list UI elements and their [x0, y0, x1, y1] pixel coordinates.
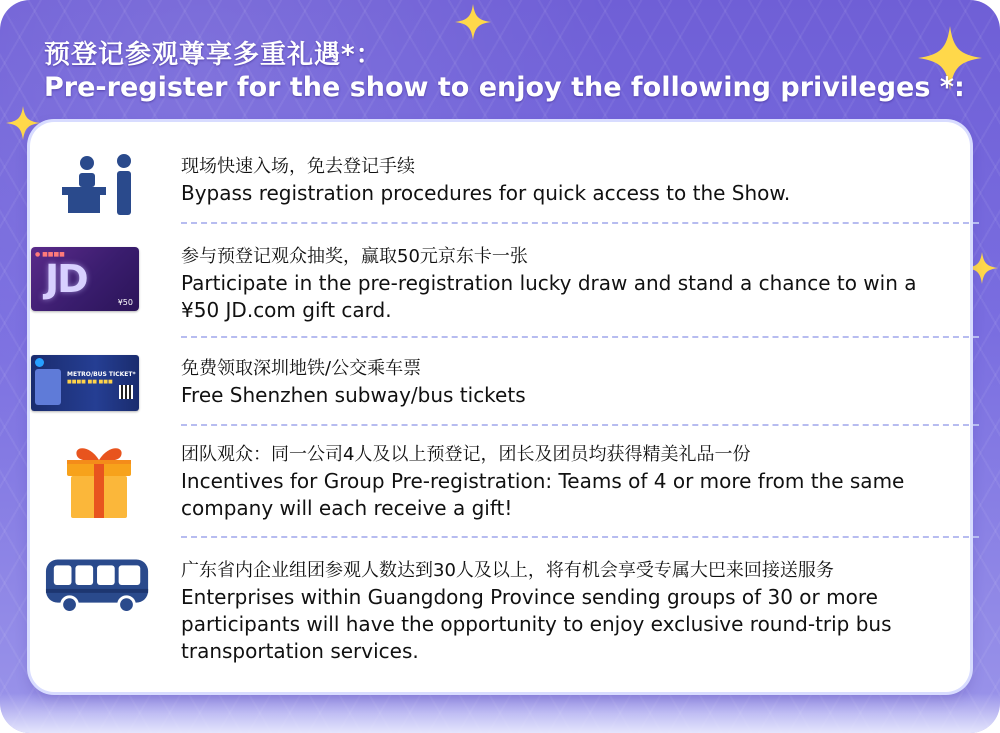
divider: [181, 222, 979, 224]
divider: [181, 536, 979, 538]
jd-gift-card-icon: [30, 244, 140, 314]
privilege-item-group-gift: [30, 436, 970, 532]
divider: [181, 336, 979, 338]
bus-icon: [44, 550, 154, 620]
privilege-en: Enterprises within Guangdong Province sending groups of 30 or more participants will have the opportunity to enjoy exclusive round-trip bus transportation services.: [181, 585, 892, 663]
divider: [181, 424, 979, 426]
metro-bus-ticket-icon: METRO/BUS TICKET* ■■■■ ■■ ■■■: [30, 348, 140, 418]
privilege-text: [181, 558, 952, 665]
privilege-en: Participate in the pre-registration lucky draw and stand a chance to win a ¥50 JD.com gift card.: [181, 271, 917, 322]
privilege-cn: 团队观众：同一公司4人及以上预登记，团长及团员均获得精美礼品一份: [181, 444, 751, 465]
panel-bottom-band: [0, 693, 1000, 733]
gift-box-icon: [44, 446, 154, 516]
jd-card-logo: JD: [45, 257, 87, 301]
jd-card-amount: ¥50: [117, 298, 133, 307]
privilege-en: Incentives for Group Pre-registration: Teams of 4 or more from the same company will each receive a gift!: [181, 469, 905, 520]
ticket-heading: METRO/BUS TICKET*: [67, 371, 136, 378]
page-title-cn: 预登记参观尊享多重礼遇*：: [44, 40, 383, 70]
privilege-en: Free Shenzhen subway/bus tickets: [181, 383, 526, 407]
privilege-cn: 广东省内企业组团参观人数达到30人及以上，将有机会享受专属大巴来回接送服务: [181, 560, 834, 581]
privilege-text: [181, 154, 952, 207]
sparkle-icon: [966, 252, 998, 284]
privileges-card: [30, 122, 970, 692]
privilege-item-lucky-draw: [30, 234, 970, 324]
jd-card-brand-strip: ● ■■■■: [35, 251, 65, 258]
privilege-item-shuttle-bus: [30, 550, 970, 670]
privilege-item-free-tickets: [30, 348, 970, 424]
reception-desk-icon: [44, 150, 154, 220]
privilege-text: [181, 356, 952, 409]
qr-code-icon: [119, 385, 133, 399]
page-title-en: Pre-register for the show to enjoy the following privileges *:: [44, 72, 965, 103]
privilege-cn: 免费领取深圳地铁/公交乘车票: [181, 358, 422, 379]
sparkle-icon: [455, 4, 491, 40]
privilege-cn: 现场快速入场，免去登记手续: [181, 156, 415, 177]
privilege-text: [181, 244, 952, 324]
privilege-item-fast-entry: [30, 144, 970, 224]
privilege-en: Bypass registration procedures for quick access to the Show.: [181, 181, 791, 205]
privilege-cn: 参与预登记观众抽奖，赢取50元京东卡一张: [181, 246, 528, 267]
privilege-text: [181, 442, 952, 522]
